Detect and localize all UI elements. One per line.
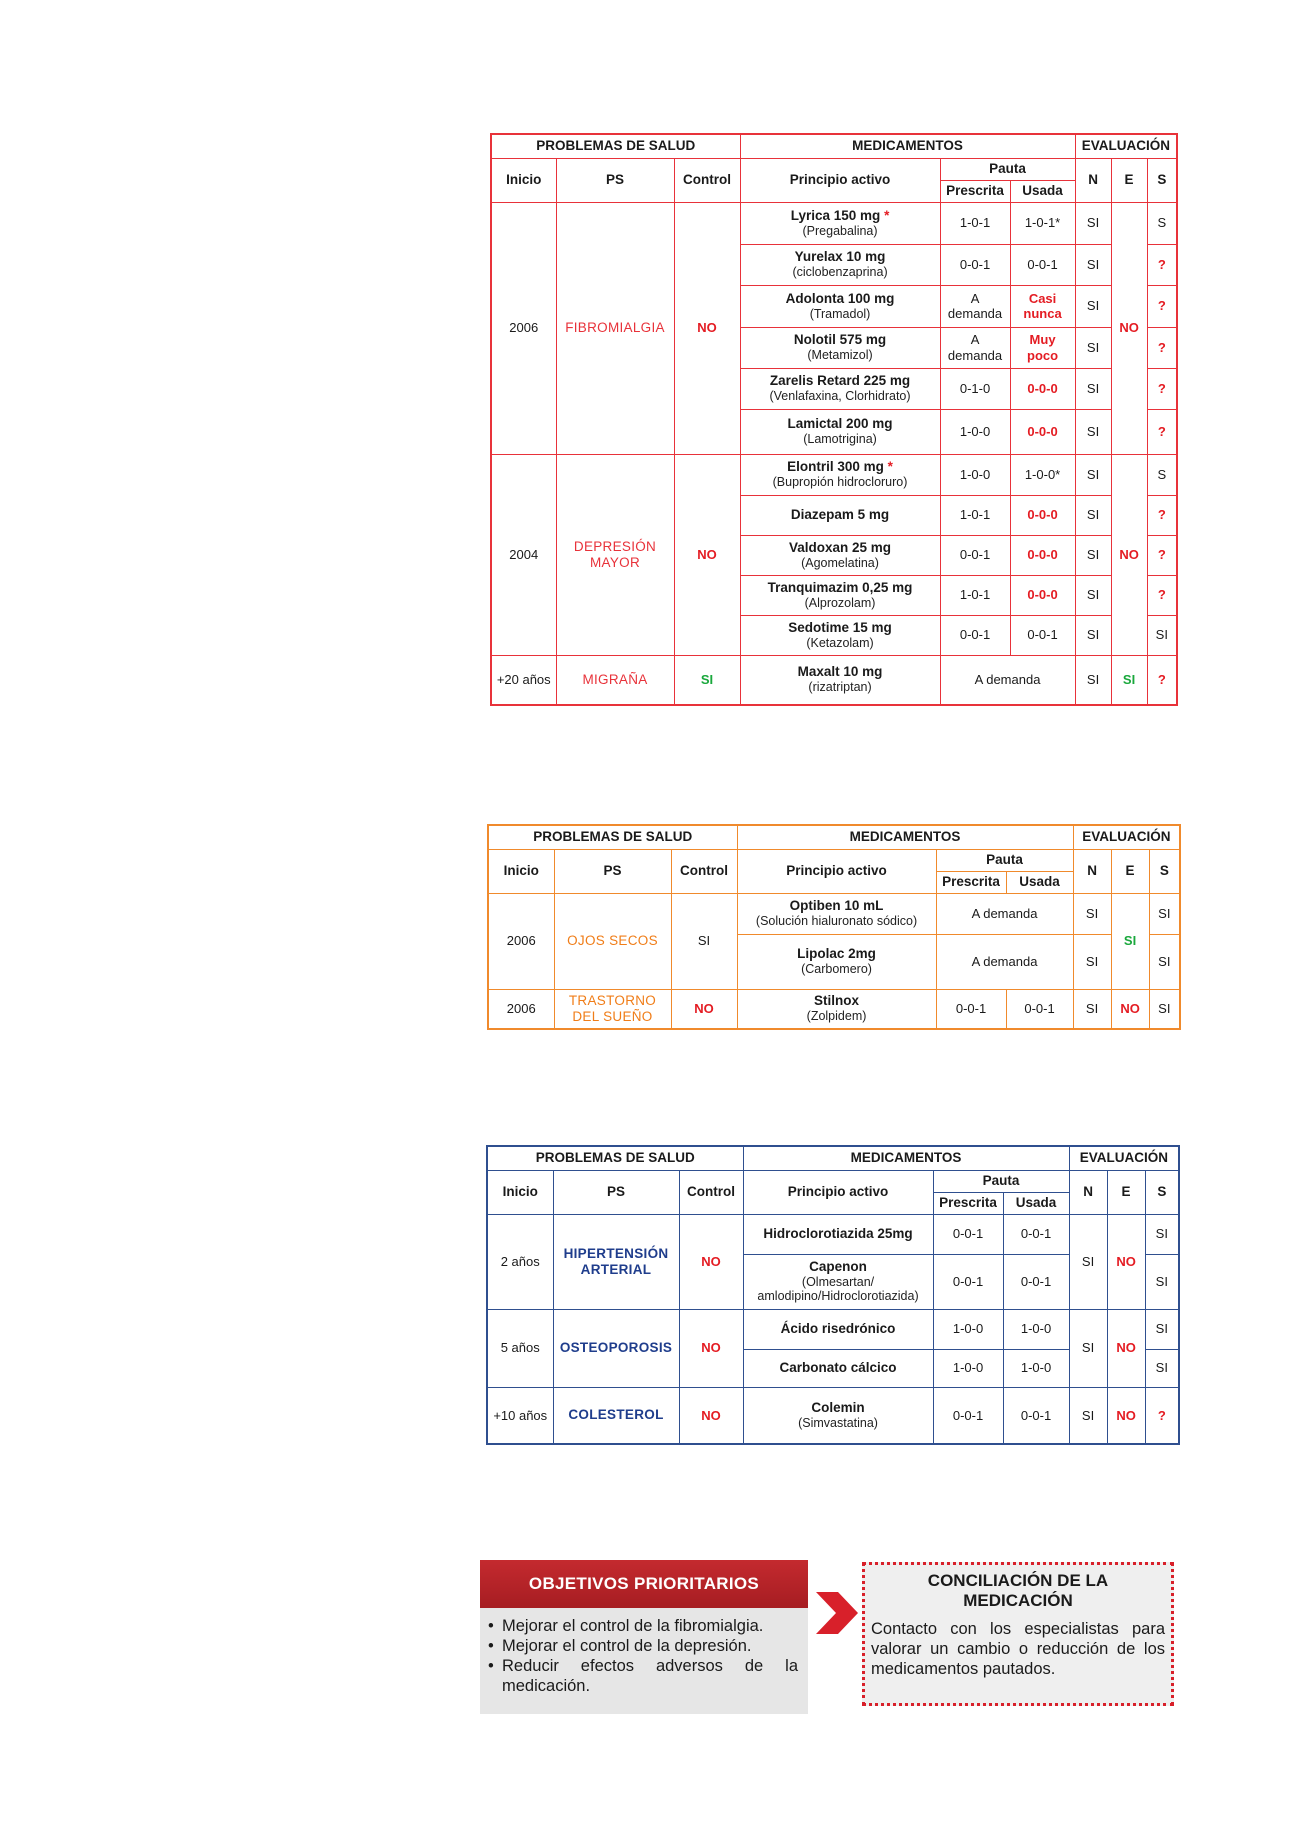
s-cell: ? xyxy=(1147,244,1177,285)
e-cell: SI xyxy=(1111,655,1147,705)
usada-cell: 0-0-1 xyxy=(1003,1387,1069,1444)
s-cell: SI xyxy=(1149,989,1180,1029)
prescrita-cell: 0-0-1 xyxy=(940,244,1010,285)
drug-name: Zarelis Retard 225 mg xyxy=(769,373,911,389)
list-item: • Reducir efectos adversos de la medicación. xyxy=(488,1656,798,1696)
header-prescrita: Prescrita xyxy=(940,180,1010,202)
control-cell: NO xyxy=(674,202,740,454)
n-cell: SI xyxy=(1075,409,1111,454)
usada-cell: 1-0-0 xyxy=(1003,1349,1069,1387)
drug-generic: (Simvastatina) xyxy=(798,1415,878,1430)
drug-name: Carbonato cálcico xyxy=(779,1360,897,1376)
table-row xyxy=(491,454,1177,495)
prescrita-cell: 0-0-1 xyxy=(933,1254,1003,1309)
drug-name: Valdoxan 25 mg xyxy=(789,539,892,555)
usada-cell: Casi nunca xyxy=(1010,285,1075,327)
header-pauta: Pauta xyxy=(933,1170,1069,1192)
table-row xyxy=(487,1309,1179,1349)
header-n: N xyxy=(1075,158,1111,202)
health-problems-table-1 xyxy=(490,133,1178,706)
ps-cell: MIGRAÑA xyxy=(556,655,674,705)
n-cell: SI xyxy=(1069,1214,1107,1309)
inicio-cell: +20 años xyxy=(491,655,556,705)
header-principio: Principio activo xyxy=(740,158,940,202)
header-prescrita: Prescrita xyxy=(936,871,1006,893)
ps-cell: OJOS SECOS xyxy=(554,893,671,989)
header-n: N xyxy=(1073,849,1111,893)
drug-name: Sedotime 15 mg xyxy=(788,619,892,635)
table-row xyxy=(488,893,1180,934)
drug-name: Capenon xyxy=(809,1258,867,1274)
prescrita-cell: 1-0-0 xyxy=(940,454,1010,495)
header-usada: Usada xyxy=(1010,180,1075,202)
usada-cell: 0-0-1 xyxy=(1010,244,1075,285)
ps-cell: HIPERTENSIÓN ARTERIAL xyxy=(553,1214,679,1309)
usada-cell: 0-0-0 xyxy=(1010,575,1075,615)
objetivos-title: OBJETIVOS PRIORITARIOS xyxy=(480,1560,808,1608)
header-problemas: PROBLEMAS DE SALUD xyxy=(488,825,737,849)
header-prescrita: Prescrita xyxy=(933,1192,1003,1214)
e-cell: NO xyxy=(1107,1387,1145,1444)
n-cell: SI xyxy=(1075,495,1111,535)
drug-generic: (Zolpidem) xyxy=(806,1009,867,1024)
drug-generic: (Bupropión hidrocloruro) xyxy=(772,475,908,490)
health-problems-table-2 xyxy=(487,824,1181,1030)
prescrita-cell: A demanda xyxy=(940,285,1010,327)
e-cell: NO xyxy=(1111,454,1147,655)
health-problems-table-3 xyxy=(486,1145,1180,1445)
header-inicio: Inicio xyxy=(487,1170,553,1214)
header-evaluacion: EVALUACIÓN xyxy=(1069,1146,1179,1170)
prescrita-cell: 0-0-1 xyxy=(933,1214,1003,1254)
prescrita-cell: 0-0-1 xyxy=(940,535,1010,575)
drug-generic: (Pregabalina) xyxy=(802,223,878,238)
drug-name: Nolotil 575 mg xyxy=(793,332,887,348)
s-cell: SI xyxy=(1149,893,1180,934)
header-s: S xyxy=(1147,158,1177,202)
drug-generic: (Metamizol) xyxy=(807,348,873,363)
n-cell: SI xyxy=(1075,454,1111,495)
drug-name: Yurelax 10 mg xyxy=(794,249,886,265)
s-cell: ? xyxy=(1147,368,1177,409)
s-cell: S xyxy=(1147,202,1177,244)
header-problemas: PROBLEMAS DE SALUD xyxy=(487,1146,743,1170)
drug-name: Lipolac 2mg xyxy=(797,946,876,962)
inicio-cell: 2006 xyxy=(488,989,554,1029)
s-cell: S xyxy=(1147,454,1177,495)
prescrita-cell: 1-0-1 xyxy=(940,202,1010,244)
drug-name: Adolonta 100 mg xyxy=(785,290,895,306)
s-cell: ? xyxy=(1145,1387,1179,1444)
header-e: E xyxy=(1107,1170,1145,1214)
drug-name: Elontril 300 mg * xyxy=(787,459,893,475)
drug-name: Ácido risedrónico xyxy=(780,1321,896,1337)
header-inicio: Inicio xyxy=(488,849,554,893)
inicio-cell: 2 años xyxy=(487,1214,553,1309)
control-cell: NO xyxy=(674,454,740,655)
drug-generic: (Lamotrigina) xyxy=(803,432,877,447)
list-item: • Mejorar el control de la fibromialgia. xyxy=(488,1616,798,1636)
header-e: E xyxy=(1111,158,1147,202)
ps-cell: COLESTEROL xyxy=(553,1387,679,1444)
inicio-cell: 2006 xyxy=(488,893,554,989)
drug-generic: (Tramadol) xyxy=(809,306,871,321)
usada-cell: 1-0-1* xyxy=(1010,202,1075,244)
control-cell: NO xyxy=(671,989,737,1029)
e-cell: NO xyxy=(1111,202,1147,454)
drug-generic: (Solución hialuronato sódico) xyxy=(755,914,918,929)
s-cell: SI xyxy=(1145,1214,1179,1254)
s-cell: ? xyxy=(1147,327,1177,368)
header-ps: PS xyxy=(556,158,674,202)
objetivos-box xyxy=(480,1560,808,1714)
header-problemas: PROBLEMAS DE SALUD xyxy=(491,134,740,158)
header-pauta: Pauta xyxy=(936,849,1073,871)
table-row xyxy=(487,1214,1179,1254)
header-medicamentos: MEDICAMENTOS xyxy=(743,1146,1069,1170)
s-cell: SI xyxy=(1145,1309,1179,1349)
pauta-cell: A demanda xyxy=(936,934,1073,989)
n-cell: SI xyxy=(1075,615,1111,655)
header-s: S xyxy=(1145,1170,1179,1214)
header-usada: Usada xyxy=(1006,871,1073,893)
s-cell: ? xyxy=(1147,409,1177,454)
e-cell: NO xyxy=(1111,989,1149,1029)
s-cell: ? xyxy=(1147,495,1177,535)
header-e: E xyxy=(1111,849,1149,893)
usada-cell: 0-0-1 xyxy=(1010,615,1075,655)
drug-name: Colemin xyxy=(811,1399,865,1415)
table-row xyxy=(487,1387,1179,1444)
header-s: S xyxy=(1149,849,1180,893)
drug-generic: (Agomelatina) xyxy=(801,555,879,570)
conciliacion-text: Contacto con los especialistas para valorar un cambio o reducción de los medicamentos pautados. xyxy=(871,1620,1165,1678)
drug-name: Optiben 10 mL xyxy=(789,898,884,914)
header-evaluacion: EVALUACIÓN xyxy=(1073,825,1180,849)
control-cell: SI xyxy=(671,893,737,989)
usada-cell: Muy poco xyxy=(1010,327,1075,368)
control-cell: NO xyxy=(679,1309,743,1387)
table-row xyxy=(491,655,1177,705)
objetivos-list xyxy=(480,1616,808,1696)
s-cell: SI xyxy=(1149,934,1180,989)
usada-cell: 0-0-1 xyxy=(1003,1214,1069,1254)
n-cell: SI xyxy=(1075,535,1111,575)
drug-name: Diazepam 5 mg xyxy=(790,507,890,523)
drug-name: Maxalt 10 mg xyxy=(797,664,883,680)
s-cell: ? xyxy=(1147,535,1177,575)
conciliacion-title: CONCILIACIÓN DE LA MEDICACIÓN xyxy=(927,1571,1109,1610)
n-cell: SI xyxy=(1073,893,1111,934)
e-cell: SI xyxy=(1111,893,1149,989)
drug-generic: (Venlafaxina, Clorhidrato) xyxy=(769,389,911,404)
n-cell: SI xyxy=(1075,202,1111,244)
drug-generic: (rizatriptan) xyxy=(808,680,872,695)
prescrita-cell: 0-1-0 xyxy=(940,368,1010,409)
header-n: N xyxy=(1069,1170,1107,1214)
table-row xyxy=(491,202,1177,244)
prescrita-cell: 1-0-0 xyxy=(940,409,1010,454)
header-principio: Principio activo xyxy=(743,1170,933,1214)
n-cell: SI xyxy=(1075,575,1111,615)
usada-cell: 0-0-1 xyxy=(1006,989,1073,1029)
prescrita-cell: 1-0-0 xyxy=(933,1309,1003,1349)
drug-generic: (Ketazolam) xyxy=(806,635,874,650)
n-cell: SI xyxy=(1075,285,1111,327)
drug-generic: (Carbomero) xyxy=(801,962,872,977)
ps-cell: OSTEOPOROSIS xyxy=(553,1309,679,1387)
drug-generic: (ciclobenzaprina) xyxy=(792,265,888,280)
prescrita-cell: 0-0-1 xyxy=(936,989,1006,1029)
e-cell: NO xyxy=(1107,1309,1145,1387)
s-cell: SI xyxy=(1147,615,1177,655)
n-cell: SI xyxy=(1073,934,1111,989)
inicio-cell: 2004 xyxy=(491,454,556,655)
prescrita-cell: 0-0-1 xyxy=(940,615,1010,655)
n-cell: SI xyxy=(1075,327,1111,368)
n-cell: SI xyxy=(1075,244,1111,285)
n-cell: SI xyxy=(1069,1387,1107,1444)
n-cell: SI xyxy=(1075,655,1111,705)
n-cell: SI xyxy=(1073,989,1111,1029)
drug-name: Hidroclorotiazida 25mg xyxy=(763,1226,913,1242)
header-ps: PS xyxy=(553,1170,679,1214)
drug-name: Lamictal 200 mg xyxy=(787,416,893,432)
conciliacion-box xyxy=(862,1562,1174,1706)
prescrita-cell: 1-0-1 xyxy=(940,575,1010,615)
pauta-cell: A demanda xyxy=(940,655,1075,705)
header-evaluacion: EVALUACIÓN xyxy=(1075,134,1177,158)
n-cell: SI xyxy=(1069,1309,1107,1387)
drug-name: Tranquimazim 0,25 mg xyxy=(767,579,913,595)
header-control: Control xyxy=(679,1170,743,1214)
control-cell: NO xyxy=(679,1214,743,1309)
header-medicamentos: MEDICAMENTOS xyxy=(740,134,1075,158)
ps-cell: TRASTORNO DEL SUEÑO xyxy=(554,989,671,1029)
prescrita-cell: 1-0-1 xyxy=(940,495,1010,535)
header-inicio: Inicio xyxy=(491,158,556,202)
s-cell: ? xyxy=(1147,655,1177,705)
s-cell: SI xyxy=(1145,1349,1179,1387)
header-control: Control xyxy=(674,158,740,202)
header-control: Control xyxy=(671,849,737,893)
inicio-cell: +10 años xyxy=(487,1387,553,1444)
list-item: • Mejorar el control de la depresión. xyxy=(488,1636,798,1656)
inicio-cell: 5 años xyxy=(487,1309,553,1387)
usada-cell: 0-0-1 xyxy=(1003,1254,1069,1309)
inicio-cell: 2006 xyxy=(491,202,556,454)
header-usada: Usada xyxy=(1003,1192,1069,1214)
usada-cell: 0-0-0 xyxy=(1010,495,1075,535)
chevron-right-icon xyxy=(814,1590,860,1636)
s-cell: ? xyxy=(1147,575,1177,615)
header-pauta: Pauta xyxy=(940,158,1075,180)
control-cell: SI xyxy=(674,655,740,705)
prescrita-cell: 0-0-1 xyxy=(933,1387,1003,1444)
drug-name: Stilnox xyxy=(814,993,860,1009)
usada-cell: 0-0-0 xyxy=(1010,535,1075,575)
ps-cell: DEPRESIÓN MAYOR xyxy=(556,454,674,655)
pauta-cell: A demanda xyxy=(936,893,1073,934)
prescrita-cell: 1-0-0 xyxy=(933,1349,1003,1387)
header-medicamentos: MEDICAMENTOS xyxy=(737,825,1073,849)
e-cell: NO xyxy=(1107,1214,1145,1309)
control-cell: NO xyxy=(679,1387,743,1444)
usada-cell: 0-0-0 xyxy=(1010,368,1075,409)
usada-cell: 1-0-0 xyxy=(1003,1309,1069,1349)
prescrita-cell: A demanda xyxy=(940,327,1010,368)
drug-generic: (Alprozolam) xyxy=(804,595,876,610)
header-principio: Principio activo xyxy=(737,849,936,893)
s-cell: ? xyxy=(1147,285,1177,327)
drug-name: Lyrica 150 mg * xyxy=(790,207,890,223)
usada-cell: 1-0-0* xyxy=(1010,454,1075,495)
header-ps: PS xyxy=(554,849,671,893)
drug-generic: (Olmesartan/ amlodipino/Hidroclorotiazida) xyxy=(757,1274,919,1304)
ps-cell: FIBROMIALGIA xyxy=(556,202,674,454)
s-cell: SI xyxy=(1145,1254,1179,1309)
usada-cell: 0-0-0 xyxy=(1010,409,1075,454)
table-row xyxy=(488,989,1180,1029)
n-cell: SI xyxy=(1075,368,1111,409)
